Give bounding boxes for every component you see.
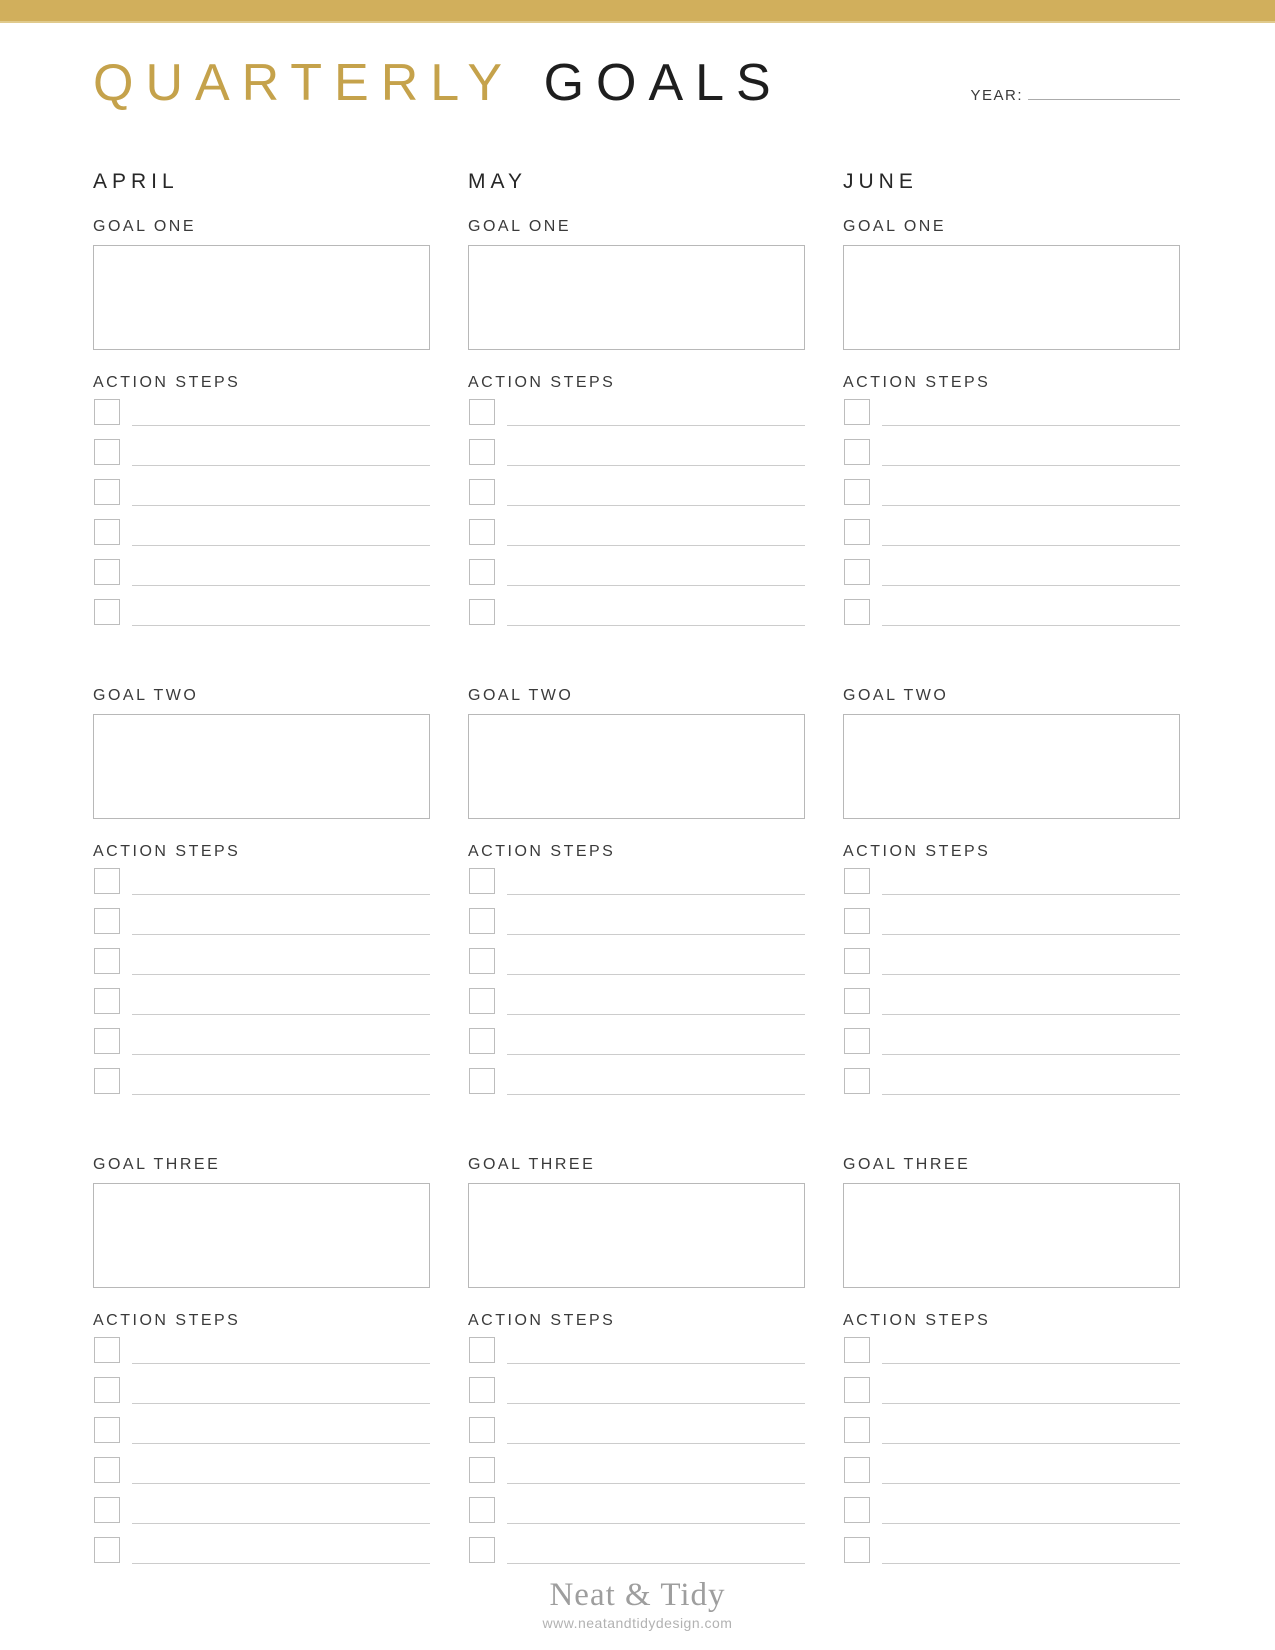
month-column-may [468, 171, 805, 1577]
goal-text-box[interactable] [468, 714, 805, 819]
year-field [970, 86, 1180, 104]
goal-section [93, 219, 430, 639]
action-steps-list [93, 868, 430, 1108]
action-step-line[interactable] [132, 1094, 430, 1095]
action-step-line[interactable] [882, 585, 1180, 586]
action-step-checkbox[interactable] [844, 599, 870, 625]
action-step-row [843, 1068, 1180, 1108]
action-steps-list [93, 1337, 430, 1577]
action-step-row [843, 439, 1180, 479]
action-step-row [93, 479, 430, 519]
goal-label: GOAL THREE [843, 1156, 971, 1173]
action-step-line[interactable] [507, 545, 805, 546]
action-step-line[interactable] [882, 894, 1180, 895]
action-step-line[interactable] [132, 1443, 430, 1444]
action-step-checkbox[interactable] [94, 479, 120, 505]
action-steps-list [468, 399, 805, 639]
action-step-checkbox[interactable] [844, 519, 870, 545]
action-step-checkbox[interactable] [844, 868, 870, 894]
action-step-checkbox[interactable] [469, 1068, 495, 1094]
action-step-checkbox[interactable] [844, 1537, 870, 1563]
action-step-checkbox[interactable] [94, 559, 120, 585]
goal-label: GOAL THREE [93, 1156, 221, 1173]
page-title [93, 54, 783, 112]
top-accent-bar [0, 0, 1275, 23]
action-step-checkbox[interactable] [94, 1337, 120, 1363]
action-step-row [468, 559, 805, 599]
goal-text-box[interactable] [843, 1183, 1180, 1288]
action-step-line[interactable] [507, 625, 805, 626]
action-step-line[interactable] [882, 1094, 1180, 1095]
action-step-line[interactable] [882, 1443, 1180, 1444]
action-step-line[interactable] [507, 1443, 805, 1444]
action-step-line[interactable] [882, 1563, 1180, 1564]
action-step-row [93, 988, 430, 1028]
action-step-checkbox[interactable] [469, 599, 495, 625]
action-steps-list [468, 1337, 805, 1577]
goal-section [843, 1157, 1180, 1577]
action-step-line[interactable] [132, 625, 430, 626]
action-step-row [93, 948, 430, 988]
month-label: MAY [468, 170, 527, 193]
action-step-row [468, 948, 805, 988]
brand-name: Neat & Tidy [549, 1577, 726, 1613]
action-step-row [468, 479, 805, 519]
action-steps-list [843, 1337, 1180, 1577]
action-step-checkbox[interactable] [844, 479, 870, 505]
action-steps-label: ACTION STEPS [93, 374, 241, 391]
action-step-line[interactable] [507, 505, 805, 506]
action-step-row [843, 1028, 1180, 1068]
action-step-line[interactable] [507, 894, 805, 895]
action-step-line[interactable] [882, 1523, 1180, 1524]
action-step-checkbox[interactable] [844, 1497, 870, 1523]
action-steps-list [93, 399, 430, 639]
goal-section [843, 219, 1180, 639]
action-step-checkbox[interactable] [844, 439, 870, 465]
action-step-line[interactable] [507, 585, 805, 586]
action-step-checkbox[interactable] [469, 1497, 495, 1523]
goal-list [468, 219, 805, 1577]
action-step-row [93, 908, 430, 948]
action-step-line[interactable] [132, 894, 430, 895]
action-step-row [843, 948, 1180, 988]
action-steps-label: ACTION STEPS [843, 374, 991, 391]
action-step-line[interactable] [132, 465, 430, 466]
goal-label: GOAL THREE [468, 1156, 596, 1173]
action-step-line[interactable] [882, 1363, 1180, 1364]
action-step-row [93, 519, 430, 559]
action-step-row [93, 1497, 430, 1537]
action-step-checkbox[interactable] [94, 1457, 120, 1483]
goal-section [468, 688, 805, 1108]
action-step-checkbox[interactable] [844, 1417, 870, 1443]
action-step-checkbox[interactable] [844, 1457, 870, 1483]
action-step-checkbox[interactable] [94, 1417, 120, 1443]
action-step-checkbox[interactable] [94, 399, 120, 425]
action-step-row [843, 519, 1180, 559]
title-word-goals: GOALS [543, 54, 783, 112]
action-step-row [843, 479, 1180, 519]
action-step-line[interactable] [507, 1094, 805, 1095]
action-step-row [468, 1337, 805, 1377]
action-step-checkbox[interactable] [94, 1028, 120, 1054]
action-step-line[interactable] [132, 425, 430, 426]
action-step-checkbox[interactable] [94, 868, 120, 894]
action-step-line[interactable] [882, 545, 1180, 546]
action-step-row [468, 868, 805, 908]
action-step-row [468, 439, 805, 479]
action-step-checkbox[interactable] [469, 399, 495, 425]
year-label: YEAR: [970, 87, 1023, 104]
action-step-row [468, 1497, 805, 1537]
goal-text-box[interactable] [93, 245, 430, 350]
action-step-checkbox[interactable] [94, 599, 120, 625]
goal-label: GOAL ONE [93, 218, 196, 235]
action-step-row [93, 439, 430, 479]
action-step-checkbox[interactable] [844, 948, 870, 974]
action-step-line[interactable] [132, 1363, 430, 1364]
action-steps-label: ACTION STEPS [93, 843, 241, 860]
action-step-line[interactable] [882, 505, 1180, 506]
goal-list [93, 219, 430, 1577]
action-step-row [468, 1028, 805, 1068]
goal-section [468, 219, 805, 639]
goal-section [843, 688, 1180, 1108]
action-step-checkbox[interactable] [469, 519, 495, 545]
action-step-line[interactable] [882, 1483, 1180, 1484]
action-step-checkbox[interactable] [94, 1497, 120, 1523]
action-step-line[interactable] [132, 505, 430, 506]
action-step-checkbox[interactable] [844, 399, 870, 425]
action-step-line[interactable] [882, 1403, 1180, 1404]
goal-label: GOAL ONE [468, 218, 571, 235]
goal-text-box[interactable] [468, 245, 805, 350]
action-step-row [93, 1028, 430, 1068]
action-step-line[interactable] [882, 974, 1180, 975]
month-column-june [843, 171, 1180, 1577]
action-steps-list [843, 868, 1180, 1108]
action-step-row [468, 988, 805, 1028]
goal-section [93, 688, 430, 1108]
action-step-row [93, 1537, 430, 1577]
action-step-row [468, 599, 805, 639]
action-step-checkbox[interactable] [94, 1068, 120, 1094]
action-step-line[interactable] [507, 1403, 805, 1404]
action-step-line[interactable] [882, 465, 1180, 466]
action-step-row [468, 519, 805, 559]
action-step-checkbox[interactable] [844, 1377, 870, 1403]
action-step-row [843, 559, 1180, 599]
action-steps-label: ACTION STEPS [843, 1312, 991, 1329]
action-step-checkbox[interactable] [844, 559, 870, 585]
action-step-checkbox[interactable] [94, 439, 120, 465]
action-step-checkbox[interactable] [469, 479, 495, 505]
action-step-row [93, 559, 430, 599]
action-step-line[interactable] [507, 1054, 805, 1055]
action-step-checkbox[interactable] [469, 1537, 495, 1563]
month-label: JUNE [843, 170, 918, 193]
action-step-row [843, 1417, 1180, 1457]
action-step-line[interactable] [132, 1054, 430, 1055]
action-step-checkbox[interactable] [469, 868, 495, 894]
goal-label: GOAL TWO [468, 687, 574, 704]
action-step-checkbox[interactable] [94, 948, 120, 974]
action-step-line[interactable] [132, 1523, 430, 1524]
action-step-line[interactable] [507, 425, 805, 426]
month-column-april [93, 171, 430, 1577]
action-step-row [93, 1417, 430, 1457]
action-step-row [93, 1377, 430, 1417]
action-step-line[interactable] [132, 1483, 430, 1484]
action-step-row [843, 988, 1180, 1028]
action-step-checkbox[interactable] [844, 908, 870, 934]
action-step-row [468, 1417, 805, 1457]
action-step-line[interactable] [882, 934, 1180, 935]
action-step-line[interactable] [507, 1363, 805, 1364]
action-step-line[interactable] [507, 974, 805, 975]
goal-label: GOAL ONE [843, 218, 946, 235]
action-step-row [843, 1537, 1180, 1577]
action-step-line[interactable] [507, 934, 805, 935]
brand-website: www.neatandtidydesign.com [542, 1615, 733, 1631]
action-step-line[interactable] [882, 625, 1180, 626]
goal-list [843, 219, 1180, 1577]
goal-text-box[interactable] [843, 245, 1180, 350]
action-step-checkbox[interactable] [94, 1537, 120, 1563]
action-step-checkbox[interactable] [844, 1337, 870, 1363]
action-step-checkbox[interactable] [469, 948, 495, 974]
action-step-checkbox[interactable] [94, 1377, 120, 1403]
action-step-checkbox[interactable] [469, 988, 495, 1014]
action-step-row [93, 868, 430, 908]
action-step-row [843, 399, 1180, 439]
action-step-checkbox[interactable] [844, 988, 870, 1014]
year-input-line[interactable] [1028, 86, 1180, 100]
action-step-line[interactable] [507, 1483, 805, 1484]
action-step-line[interactable] [132, 934, 430, 935]
action-step-row [843, 908, 1180, 948]
action-step-line[interactable] [132, 1014, 430, 1015]
action-step-row [843, 1457, 1180, 1497]
action-step-row [93, 1068, 430, 1108]
goal-section [93, 1157, 430, 1577]
footer [0, 1577, 1275, 1631]
goal-text-box[interactable] [843, 714, 1180, 819]
action-step-line[interactable] [132, 1563, 430, 1564]
action-step-row [468, 1537, 805, 1577]
action-step-row [468, 1377, 805, 1417]
action-steps-label: ACTION STEPS [93, 1312, 241, 1329]
action-step-row [843, 1337, 1180, 1377]
action-step-row [93, 599, 430, 639]
action-step-checkbox[interactable] [469, 1377, 495, 1403]
goal-label: GOAL TWO [843, 687, 949, 704]
action-step-line[interactable] [882, 1054, 1180, 1055]
action-step-row [93, 1457, 430, 1497]
action-step-checkbox[interactable] [844, 1068, 870, 1094]
action-step-line[interactable] [132, 545, 430, 546]
header [93, 54, 1180, 112]
action-step-row [843, 599, 1180, 639]
action-steps-label: ACTION STEPS [843, 843, 991, 860]
action-step-row [843, 1377, 1180, 1417]
goal-label: GOAL TWO [93, 687, 199, 704]
action-step-line[interactable] [132, 585, 430, 586]
month-label: APRIL [93, 170, 179, 193]
action-step-checkbox[interactable] [94, 519, 120, 545]
action-step-checkbox[interactable] [469, 439, 495, 465]
action-step-row [843, 1497, 1180, 1537]
action-step-line[interactable] [507, 1563, 805, 1564]
action-steps-list [843, 399, 1180, 639]
goal-text-box[interactable] [93, 1183, 430, 1288]
action-step-checkbox[interactable] [844, 1028, 870, 1054]
action-step-row [93, 399, 430, 439]
action-steps-label: ACTION STEPS [468, 1312, 616, 1329]
action-step-row [468, 399, 805, 439]
action-step-line[interactable] [507, 1523, 805, 1524]
action-step-checkbox[interactable] [469, 1028, 495, 1054]
action-step-line[interactable] [882, 1014, 1180, 1015]
action-step-line[interactable] [882, 425, 1180, 426]
action-step-row [468, 1457, 805, 1497]
action-step-row [93, 1337, 430, 1377]
goal-text-box[interactable] [468, 1183, 805, 1288]
action-step-checkbox[interactable] [469, 1337, 495, 1363]
action-step-checkbox[interactable] [469, 559, 495, 585]
action-step-line[interactable] [132, 1403, 430, 1404]
action-step-row [843, 868, 1180, 908]
action-step-checkbox[interactable] [94, 988, 120, 1014]
action-step-row [468, 1068, 805, 1108]
action-step-checkbox[interactable] [94, 908, 120, 934]
action-step-row [468, 908, 805, 948]
action-step-line[interactable] [507, 1014, 805, 1015]
action-step-checkbox[interactable] [469, 1417, 495, 1443]
action-steps-label: ACTION STEPS [468, 843, 616, 860]
goal-section [468, 1157, 805, 1577]
action-steps-label: ACTION STEPS [468, 374, 616, 391]
goal-text-box[interactable] [93, 714, 430, 819]
action-step-checkbox[interactable] [469, 908, 495, 934]
action-step-line[interactable] [507, 465, 805, 466]
title-word-quarterly: QUARTERLY [93, 54, 514, 112]
action-steps-list [468, 868, 805, 1108]
action-step-checkbox[interactable] [469, 1457, 495, 1483]
months-grid [93, 171, 1180, 1577]
action-step-line[interactable] [132, 974, 430, 975]
